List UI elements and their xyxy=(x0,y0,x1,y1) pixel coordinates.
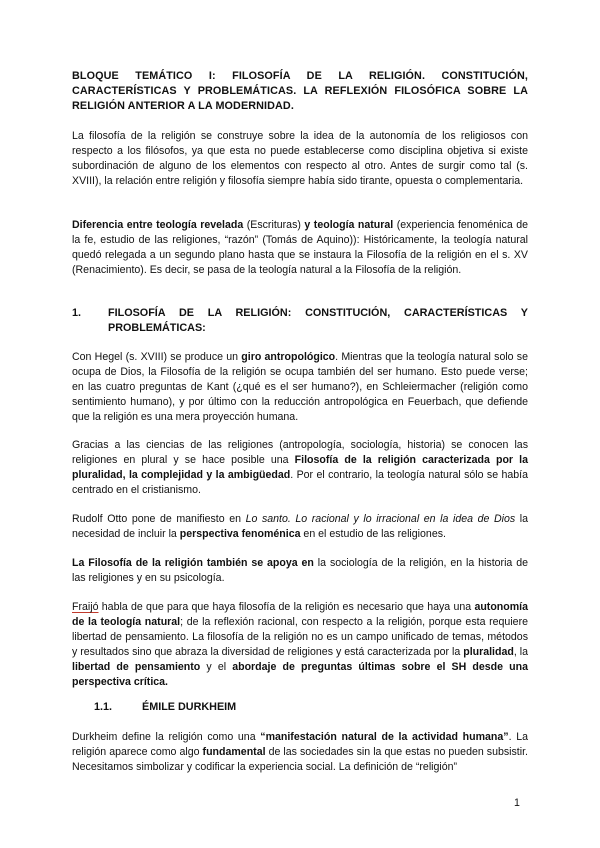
bold-phrase: Filosofía de la religión caracterizada por la pluralidad, la complejidad y la ambigüedad xyxy=(72,454,528,482)
paragraph-intro xyxy=(72,129,528,189)
book-title: Lo santo. Lo racional y lo irracional en la idea de Dios xyxy=(245,513,516,525)
text-run: ; de la reflexión racional, con respecto a la religión, porque esta requiere libertad de pensamiento. La filosofía de la religión no es un campo unificado de temas, métodos y resultados sino que abraza la diversidad de religiones y está caracterizada por la xyxy=(72,616,528,659)
document-title: BLOQUE TEMÁTICO I: FILOSOFÍA DE LA RELIGIÓN. CONSTITUCIÓN, CARACTERÍSTICAS Y PROBLEMÁTICAS. LA REFLEXIÓN FILOSÓFICA SOBRE LA RELIGIÓN ANTERIOR A LA MODERNIDAD. xyxy=(72,70,528,113)
paragraph-sciences-of-religion xyxy=(72,438,528,498)
text-run: en el estudio de las religiones. xyxy=(300,528,446,541)
section-number: 1.1. xyxy=(94,701,113,713)
paragraph-theology-difference xyxy=(72,218,528,278)
text-run: Rudolf Otto pone de manifiesto en xyxy=(72,513,246,525)
page-number: 1 xyxy=(514,797,520,809)
paragraph-otto xyxy=(72,512,528,542)
bold-phrase: “manifestación natural de la actividad humana” xyxy=(260,731,509,743)
bold-phrase: La Filosofía de la religión también se apoya en xyxy=(72,557,314,569)
bold-phrase: y teología natural xyxy=(304,219,394,231)
text-run: la sociología de la religión, en la historia de las religiones y en su psicología. xyxy=(72,557,528,585)
bold-phrase: Diferencia entre teología revelada xyxy=(72,219,244,231)
section-title: FILOSOFÍA DE LA RELIGIÓN: CONSTITUCIÓN, CARACTERÍSTICAS Y PROBLEMÁTICAS: xyxy=(108,307,528,335)
text-run: . La religión aparece como algo xyxy=(72,731,529,759)
bold-phrase: fundamental xyxy=(202,746,266,759)
text-run: habla de que para que haya filosofía de la religión es necesario que haya una xyxy=(98,601,475,613)
bold-phrase: autonomía de la teología natural xyxy=(72,601,528,629)
bold-phrase: abordaje de preguntas últimas sobre el SH desde una perspectiva crítica. xyxy=(72,661,528,689)
text-run: . Por el contrario, la teología natural sólo se había centrado en el cristianismo. xyxy=(72,469,528,497)
text-run: la necesidad de incluir la xyxy=(72,513,528,541)
bold-phrase: pluralidad xyxy=(463,646,514,659)
text-run: de las sociedades sin la que estas no pueden subsistir. Necesitamos simbolizar y codificar la experiencia social. La definición de “religión” xyxy=(72,746,528,774)
section-heading-1-1 xyxy=(94,700,394,715)
paragraph-hegel xyxy=(72,350,528,425)
bold-phrase: perspectiva fenoménica xyxy=(179,528,301,541)
text-run: , la xyxy=(513,646,528,659)
paragraph-fraijo xyxy=(72,600,528,691)
paragraph-intro-text: La filosofía de la religión se construye sobre la idea de la autonomía de los religiosos con respecto a los filósofos, ya que esta no puede establecerse como disciplina objetiva si existe subordinación de alguno de los elementos con respecto al otro. Antes de surgir como tal (s. XVIII), la relación entre religión y filosofía siempre había sido tirante, opuesta o complementaria. xyxy=(72,130,528,188)
underlined-name: Fraijó xyxy=(72,601,99,613)
text-run: y el xyxy=(200,661,233,674)
bold-phrase: giro antropológico xyxy=(241,351,336,363)
text-run: . Mientras que la teología natural solo se ocupa de Dios, la Filosofía de la religión se ocupa también del ser humano. Esto puede verse; en las cuatro preguntas de Kant (¿qué es el ser humano?), en Schleiermacher (religión como sentimiento humano), y por último con la reducción antropológica en Feuerbach, que defiende que la religión es una mera proyección humana. xyxy=(72,351,528,424)
section-heading-1 xyxy=(72,306,528,336)
paragraph-durkheim xyxy=(72,730,528,775)
text-run: (Escrituras) xyxy=(243,219,305,231)
text-run: Durkheim define la religión como una xyxy=(72,731,261,743)
paragraph-supports xyxy=(72,556,528,586)
text-run: Gracias a las ciencias de las religiones (antropología, sociología, historia) se conocen las religiones en plural y se hace posible una xyxy=(72,439,528,467)
text-run: Con Hegel (s. XVIII) se produce un xyxy=(72,351,242,363)
text-run: (experiencia fenoménica de la fe, estudio de las religiones, “razón” (Tomás de Aquino)): Históricamente, la teología natural quedó relegada a un segundo plano hasta que se instaura la Filosofía de la religión en el s. XV (Renacimiento). Es decir, se pasa de la teología natural a la Filosofía de la religión. xyxy=(72,219,528,277)
bold-phrase: libertad de pensamiento xyxy=(72,661,201,674)
section-number: 1. xyxy=(72,307,82,319)
section-title: ÉMILE DURKHEIM xyxy=(142,701,237,713)
